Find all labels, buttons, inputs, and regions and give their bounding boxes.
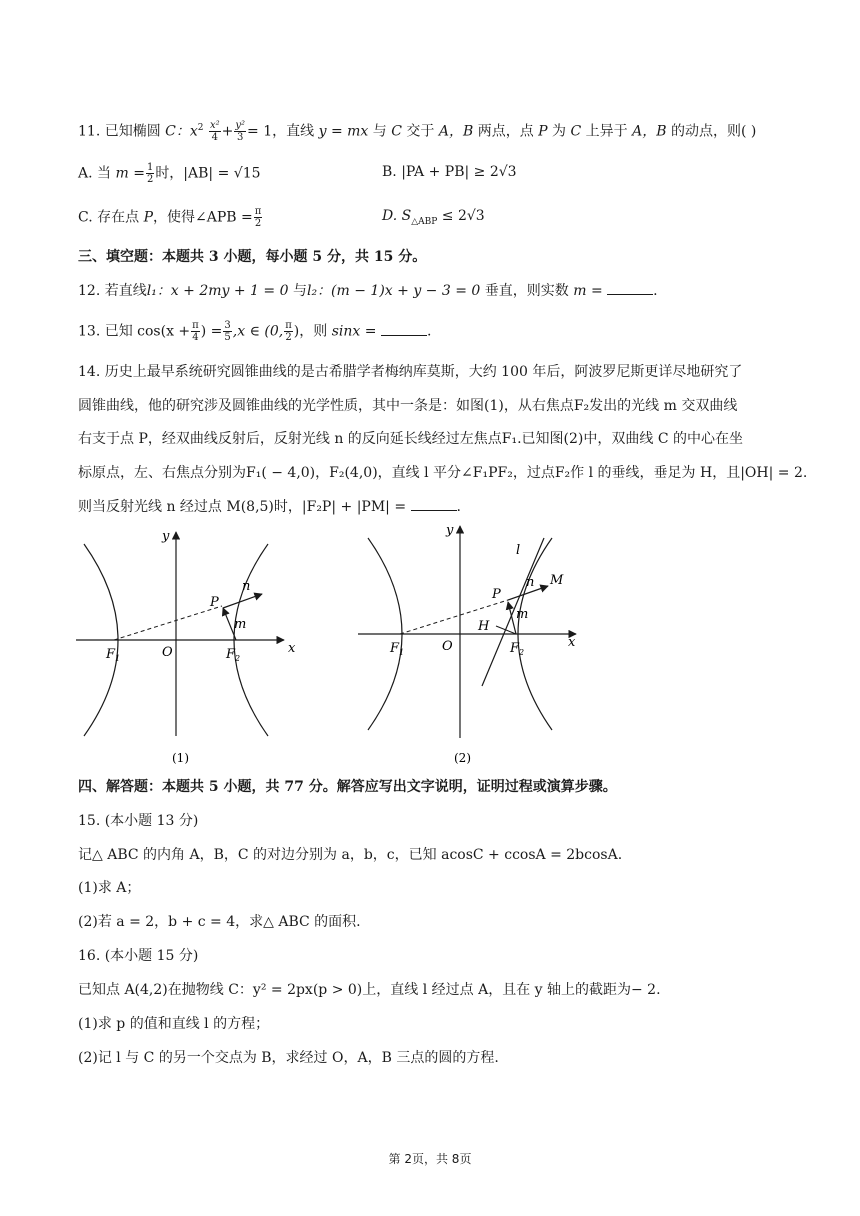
q11-P: P [538,123,548,140]
q11-frac-x: $\frac{\text{x²}}{4}$ [209,120,220,144]
q11-option-a-rest: 时，|AB| = √15 [155,165,261,182]
page-footer: 第 2页，共 8页 [388,1152,472,1166]
fig2-label-P: P [492,587,501,602]
fig1-ray-n [223,594,262,608]
q14-blank [411,498,457,511]
fig1-label-n: n [242,579,251,594]
fig1-label-F1: $F_1$ [106,647,121,663]
q14-p5 [78,497,790,517]
q11-text-d: 交于 [401,123,439,140]
fig1-label-P: P [210,595,219,610]
fig2-label-H: H [478,619,490,634]
q13-frac-pi2: $\frac{\pi}{2}$ [285,320,292,343]
fig1-label-y: y [162,529,170,544]
q12-c: 与 [288,283,307,299]
q13-frac-pi4: $\frac{\pi}{4}$ [192,320,199,343]
q16-part1: (1)求 p 的值和直线 l 的方程； [78,1016,270,1032]
q11-option-d [382,206,485,232]
q13-c: ,x ∈ (0, [232,323,284,340]
q11-ellipse-name: C： [165,123,190,140]
q11-AB2: A，B [632,123,667,140]
fig1-label-O: O [162,645,173,660]
q11-line-eq: y = mx [318,123,369,140]
q11-C2: C [570,123,582,140]
q11-options-row2 [78,206,790,229]
q16-part2: (2)记 l 与 C 的另一个交点为 B，求经过 O，A，B 三点的圆的方程. [78,1050,499,1066]
q11-C: C [391,123,402,140]
q15-heading: 15. (本小题 13 分) [78,813,199,829]
fig2-label-F1: $F_1$ [390,641,405,657]
fig1-label-F2: $F_2$ [226,647,241,663]
fig2-label-M: M [550,573,564,588]
q11-option-d-s: D. S [382,208,412,224]
q13-d: )，则 [293,323,332,340]
q13-period: . [426,323,432,340]
q11-text-b: ，直线 [272,123,319,140]
q12-blank [607,282,653,295]
q11-text: 11. 已知椭圆 [78,123,166,140]
section-3-heading: 三、填空题：本题共 3 小题，每小题 5 分，共 15 分。 [78,249,427,265]
fig2-line-l [482,538,544,686]
q11-AB: A，B [438,123,474,140]
q11-stem: 11. 已知椭圆 C：$x^2$ $\frac{\text{x²}}{4}$ + $\frac{\text{y²}}{3}$ = 1，直线 y = mx 与 C 交于 A，B 两点，点 P 为 C 上异于 A，B 的动点，则( ) [78,120,757,144]
q11-option-b: B. |PA + PB| ≥ 2√3 [382,164,517,180]
q13-blank [381,323,427,336]
q13 [78,320,790,343]
figure-1 [76,526,306,766]
q12-l1: l₁：x + 2my + 1 = 0 [146,283,289,299]
q14-p3: 右支于点 P，经双曲线反射后，反射光线 n 的反向延长线经过左焦点F₁.已知图(2)中，双曲线 C 的中心在坐 [78,431,744,447]
fig2-caption: (2) [454,751,471,765]
fig2-label-O: O [442,639,453,654]
fig1-caption: (1) [172,751,189,765]
fig1-dashed-line [114,606,222,640]
q12 [78,281,790,301]
q16-stem: 已知点 A(4,2)在抛物线 C：y² = 2px(p > 0)上，直线 l 经过点 A，且在 y 轴上的截距为− 2. [78,982,661,998]
q11-option-a-m: m = [115,165,145,182]
fig2-label-n: n [526,575,535,590]
fig2-label-l: l [516,543,521,558]
fig2-label-x: x [568,635,576,650]
fig2-label-m: m [516,607,529,622]
q12-e: 垂直，则实数 [480,283,574,299]
q11-frac-y: $\frac{\text{y²}}{3}$ [235,120,246,144]
q12-m: m = [573,283,603,299]
q16-heading: 16. (本小题 15 分) [78,948,199,964]
q11-option-c-P: P [143,209,153,226]
q12-a: 12. 若直线 [78,283,147,299]
q15-part1: (1)求 A； [78,880,141,896]
q15-stem: 记△ ABC 的内角 A，B，C 的对边分别为 a，b，c，已知 acosC + ccosA = 2bcosA. [78,847,623,863]
q13-frac-35: $\frac{3}{5}$ [224,320,231,343]
figure-2 [356,518,586,766]
q11-text-g: 上异于 [581,123,633,140]
q14-period: . [456,499,461,515]
q14-p2: 圆锥曲线，他的研究涉及圆锥曲线的光学性质，其中一条是：如图(1)，从右焦点F₂发出的光线 m 交双曲线 [78,398,738,414]
q15-part2: (2)若 a = 2，b + c = 4，求△ ABC 的面积. [78,914,361,930]
q13-a: 13. 已知 cos(x + [78,323,191,340]
q11-option-c-b: ，使得∠APB = [153,209,253,226]
q11-option-c: C. 存在点 [78,209,144,226]
fig1-label-m: m [234,617,247,632]
q12-period: . [653,283,658,299]
q11-option-d-rest: ≤ 2√3 [437,208,485,224]
q11-frac-half: $\frac{1}{2}$ [146,162,154,185]
q12-l2: l₂：(m − 1)x + y − 3 = 0 [306,283,481,299]
q14-p1: 14. 历史上最早系统研究圆锥曲线的是古希腊学者梅纳库莫斯，大约 100 年后，阿波罗尼斯更详尽地研究了 [78,364,743,380]
q11-text-c: 与 [368,123,392,140]
fig2-label-y: y [446,523,454,538]
q11-options-row1 [78,162,790,185]
q13-b: ) = [200,323,223,340]
q11-text-e: 两点，点 [473,123,539,140]
fig2-label-F2: $F_2$ [510,641,525,657]
q11-frac-pi2: $\frac{\pi}{2}$ [254,206,262,229]
q13-sinx: sinx = [331,323,377,340]
q11-text-f: 为 [547,123,571,140]
q11-option-a: A. 当 [78,165,116,182]
fig1-label-x: x [288,641,296,656]
fig2-dashed-line [400,600,508,634]
q14-p4: 标原点，左、右焦点分别为F₁( − 4,0)，F₂(4,0)，直线 l 平分∠F₁PF₂，过点F₂作 l 的垂线，垂足为 H，且|OH| = 2. [78,465,808,481]
q11-text-h: 的动点，则( ) [666,123,757,140]
section-4-heading: 四、解答题：本题共 5 小题，共 77 分。解答应写出文字说明，证明过程或演算步骤。 [78,779,617,795]
q11-option-d-sub: △ABP [411,216,438,227]
q14-p5-text: 则当反射光线 n 经过点 M(8,5)时，|F₂P| + |PM| = [78,499,407,515]
